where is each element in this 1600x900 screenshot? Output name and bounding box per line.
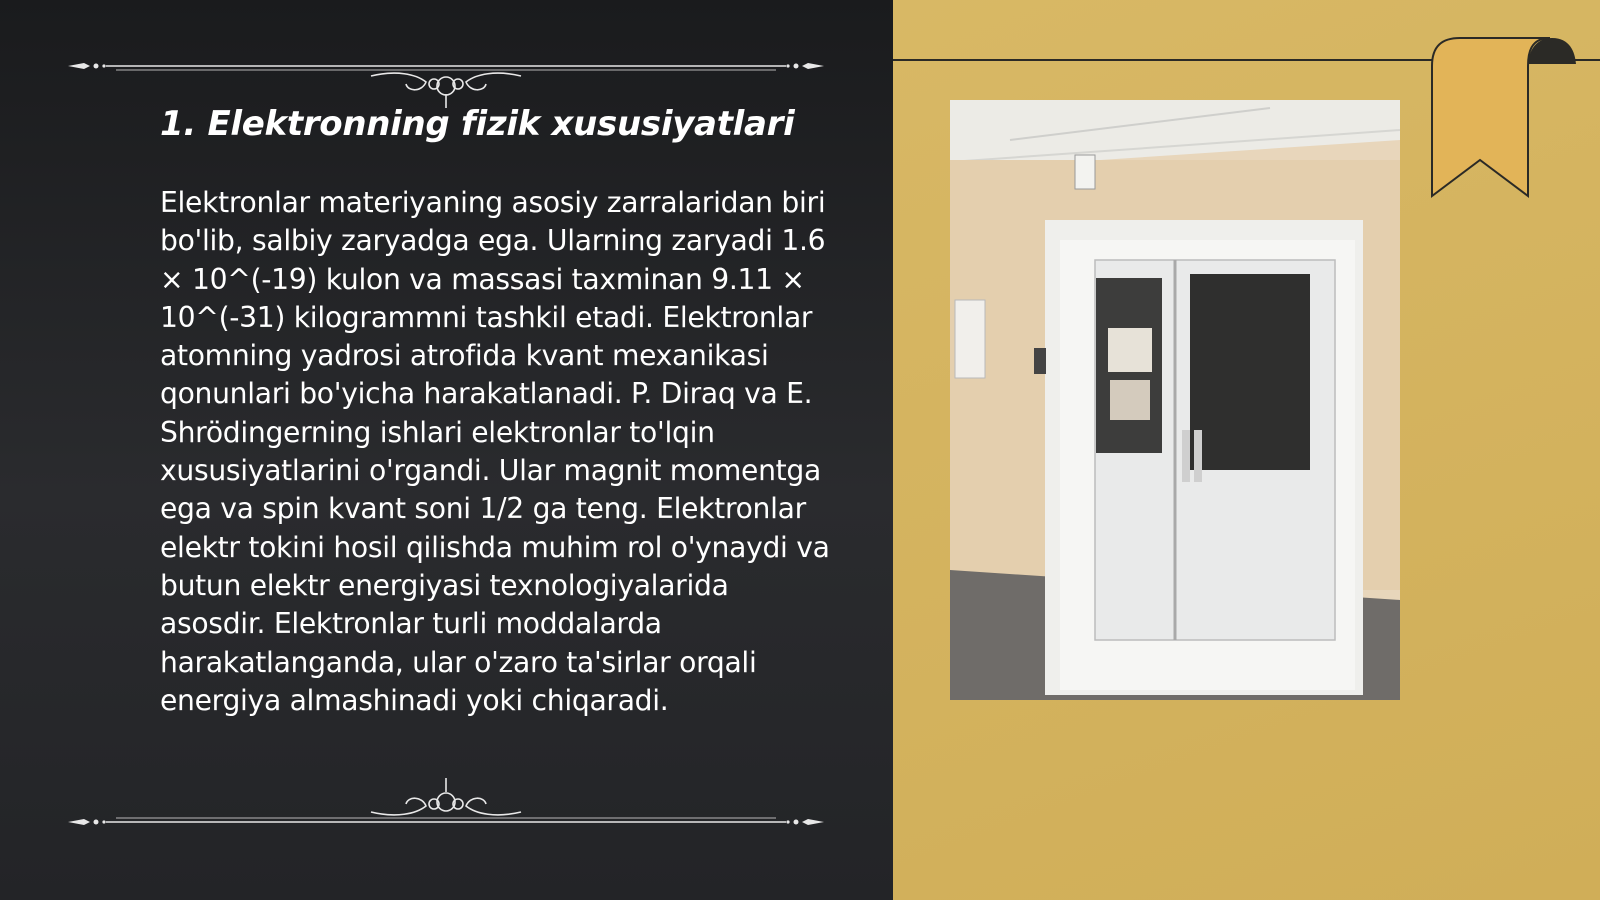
slide-title: 1. Elektronning fizik xususiyatlari bbox=[160, 104, 795, 144]
bookmark-ribbon-icon bbox=[1430, 36, 1600, 200]
slide-body-text: Elektronlar materiyaning asosiy zarralaridan biri bo'lib, salbiy zaryadga ega. Ularning zaryadi 1.6 × 10^(-19) kulon va massasi taxminan 9.11 × 10^(-31) kilogrammni tashkil etadi. Elektronlar atomning yadrosi atrofida kvant mexanikasi qonunlari bo'yicha harakatlanadi. P. Diraq va E. Shrödingerning ishlari elektronlar to'lqin xususiyatlarini o'rgandi. Ular magnit momentga ega va spin kvant soni 1/2 ga teng. Elektronlar elektr tokini hosil qilishda muhim rol o'ynaydi va butun elektr energiyasi texnologiyalarida asosdir. Elektronlar turli moddalarda harakatlanganda, ular o'zaro ta'sirlar orqali energiya almashinadi yoki chiqaradi. bbox=[160, 186, 830, 717]
top-ornament-divider bbox=[66, 52, 826, 112]
hallway-door-photo bbox=[950, 100, 1400, 700]
bottom-ornament-divider bbox=[66, 772, 826, 832]
